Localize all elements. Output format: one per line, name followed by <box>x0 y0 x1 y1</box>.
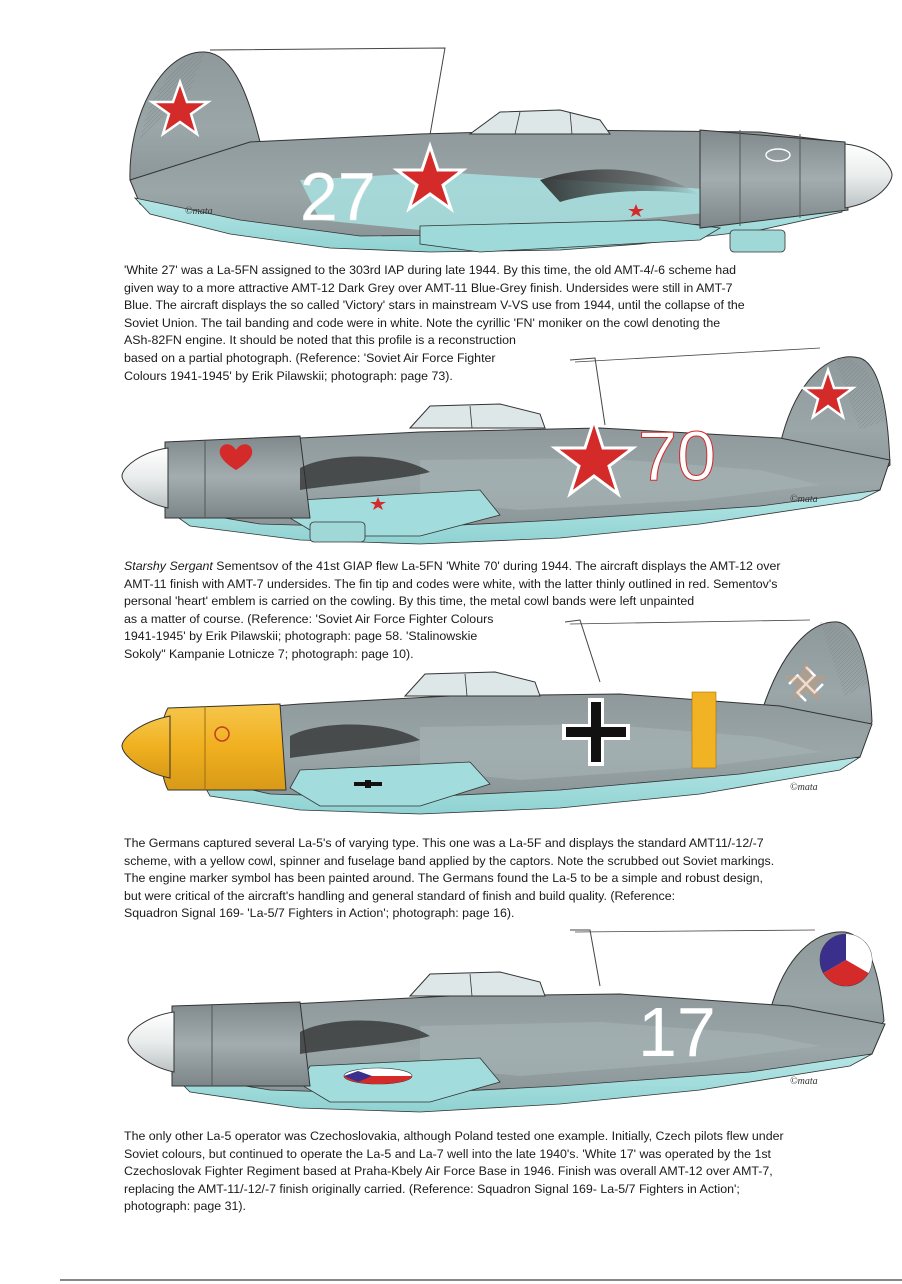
artist-signature: ©mata <box>185 206 213 217</box>
caption-line: AMT-11 finish with AMT-7 undersides. The fin tip and codes were white, with the latter thinly outlined in red. Sementov's <box>124 576 778 591</box>
caption-line: The only other La-5 operator was Czechoslovakia, although Poland tested one example. Initially, Czech pilots flew under <box>124 1129 784 1143</box>
caption-german-captured <box>124 835 884 923</box>
artist-signature: ©mata <box>790 494 818 505</box>
caption-line: as a matter of course. (Reference: 'Soviet Air Force Fighter Colours <box>124 611 494 626</box>
caption-line: based on a partial photograph. (Reference: 'Soviet Air Force Fighter <box>124 350 496 365</box>
caption-white-17 <box>124 1128 884 1216</box>
caption-line: Squadron Signal 169- 'La-5/7 Fighters in Action'; photograph: page 16). <box>124 906 515 921</box>
caption-line: Sokoly" Kampanie Lotnicze 7; photograph: page 10). <box>124 646 414 661</box>
caption-line: The engine marker symbol has been painted around. The Germans found the La-5 to be a simple and robust design, <box>124 871 763 886</box>
caption-line: Czechoslovak Fighter Regiment based at Praha-Kbely Air Force Base in 1946. Finish was overall AMT-12 over AMT-7, <box>124 1164 773 1179</box>
caption-line: given way to a more attractive AMT-12 Dark Grey over AMT-11 Blue-Grey finish. Undersides were still in AMT-7 <box>124 280 733 295</box>
caption-line: ASh-82FN engine. It should be noted that this profile is a reconstruction <box>124 333 516 348</box>
profile-german-captured <box>0 612 902 834</box>
caption-rank: Starshy Sergant <box>124 559 213 573</box>
fuselage-code: 27 <box>300 159 376 235</box>
caption-line: Blue. The aircraft displays the so called 'Victory' stars in mainstream V-VS use from 1944, until the collapse of the <box>124 298 745 313</box>
aircraft-profile-german-captured <box>0 612 902 834</box>
caption-line: Sementsov of the 41st GIAP flew La-5FN 'White 70' during 1944. The aircraft displays the AMT-12 over <box>212 559 781 573</box>
aircraft-profile-white-70 <box>0 340 902 560</box>
profile-white-17 <box>0 926 902 1126</box>
aircraft-profile-white-27 <box>0 30 902 260</box>
caption-line: The Germans captured several La-5's of varying type. This one was a La-5F and displays the standard AMT11/-12/-7 <box>124 836 764 850</box>
caption-line: photograph: page 31). <box>124 1199 246 1214</box>
caption-line: replacing the AMT-11/-12/-7 finish originally carried. (Reference: Squadron Signal 169- La-5/7 Fighters in Action'; <box>124 1181 740 1196</box>
caption-line: Colours 1941-1945' by Erik Pilawskii; photograph: page 73). <box>124 368 453 383</box>
artist-signature: ©mata <box>790 1076 818 1087</box>
artist-signature: ©mata <box>790 782 818 793</box>
caption-line: scheme, with a yellow cowl, spinner and fuselage band applied by the captors. Note the scrubbed out Soviet markings. <box>124 853 775 868</box>
profile-white-70 <box>0 340 902 560</box>
caption-line: 'White 27' was a La-5FN assigned to the 303rd IAP during late 1944. By this time, the old AMT-4/-6 scheme had <box>124 263 736 277</box>
caption-line: personal 'heart' emblem is carried on the cowling. By this time, the metal cowl bands were left unpainted <box>124 594 695 609</box>
caption-line: Soviet colours, but continued to operate the La-5 and La-7 well into the late 1940's. 'White 17' was operated by the 1st <box>124 1146 771 1161</box>
caption-line: 1941-1945' by Erik Pilawskii; photograph: page 58. 'Stalinowskie <box>124 629 478 644</box>
caption-line: Soviet Union. The tail banding and code were in white. Note the cyrillic 'FN' moniker on the cowl denoting the <box>124 315 721 330</box>
fuselage-code: 70 <box>638 417 716 495</box>
fuselage-code: 17 <box>638 993 716 1071</box>
caption-line: but were critical of the aircraft's handling and general standard of finish and build quality. (Reference: <box>124 888 676 903</box>
page-bottom-rule <box>60 1279 902 1281</box>
profile-white-27 <box>0 30 902 260</box>
aircraft-profile-white-17 <box>0 926 902 1126</box>
